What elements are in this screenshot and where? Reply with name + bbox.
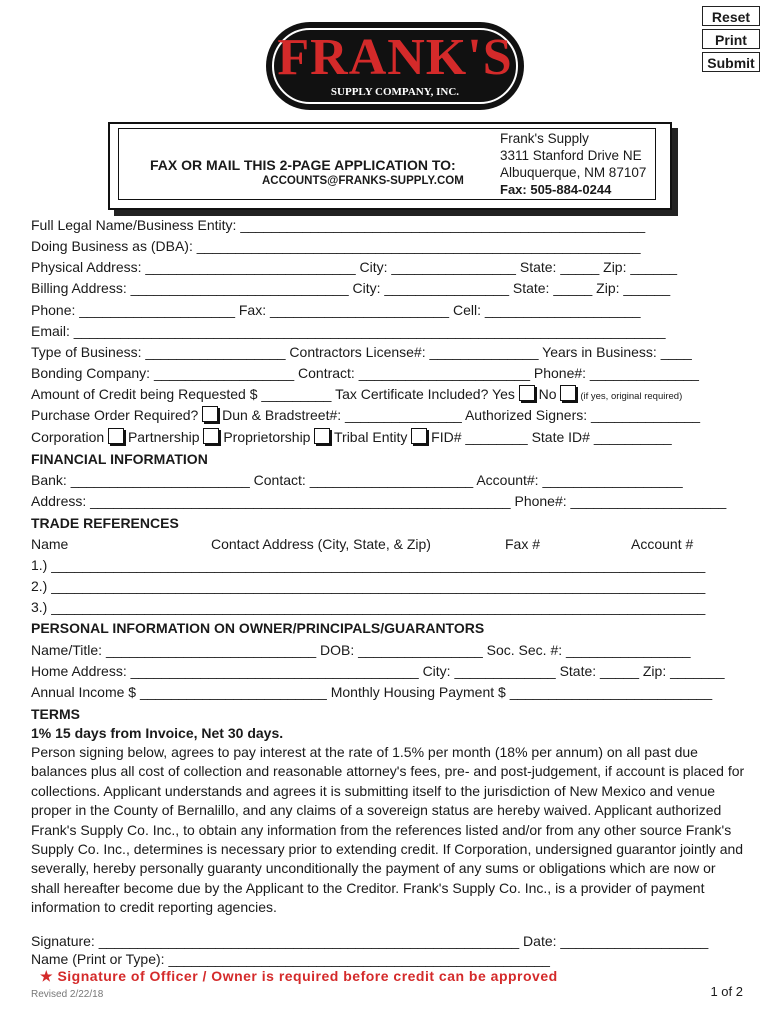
- signature-required-note: [40, 968, 558, 985]
- mailing-info-box: [108, 122, 672, 210]
- tribal-entity-label: Tribal Entity: [334, 429, 408, 445]
- personal-section-title: PERSONAL INFORMATION ON OWNER/PRINCIPALS/GUARANTORS: [31, 620, 485, 636]
- tax-no-checkbox[interactable]: [560, 385, 576, 401]
- accounts-email: ACCOUNTS@FRANKS-SUPPLY.COM: [262, 175, 464, 187]
- original-required-note: (if yes, original required): [580, 391, 683, 402]
- tax-yes-checkbox[interactable]: [519, 385, 535, 401]
- credit-amount-row: [31, 385, 682, 403]
- logo-subtitle: SUPPLY COMPANY, INC.: [330, 86, 460, 98]
- signature-note-text: Signature of Officer / Owner is required before credit can be approved: [57, 968, 558, 984]
- print-button[interactable]: Print: [702, 29, 760, 49]
- company-name: Frank's Supply: [500, 131, 589, 146]
- no-label: No: [538, 386, 557, 402]
- signature-field[interactable]: Signature: ______________________________________________________ Date: ___________________: [31, 933, 709, 949]
- business-type-field[interactable]: Type of Business: __________________ Contractors License#: ______________ Years in Business: ____: [31, 344, 692, 360]
- company-street: 3311 Stanford Drive NE: [500, 148, 642, 163]
- company-city: Albuquerque, NM 87107: [500, 165, 647, 180]
- proprietorship-label: Proprietorship: [223, 429, 311, 445]
- tribal-entity-checkbox[interactable]: [411, 428, 427, 444]
- owner-name-field[interactable]: Name/Title: ___________________________ DOB: ________________ Soc. Sec. #: ________________: [31, 642, 691, 658]
- po-row: [31, 406, 700, 424]
- revised-date: Revised 2/22/18: [31, 989, 104, 1000]
- logo-wordmark: FRANK'S: [277, 29, 513, 86]
- company-fax: Fax: 505-884-0244: [500, 182, 612, 197]
- terms-subtitle: 1% 15 days from Invoice, Net 30 days.: [31, 725, 284, 741]
- trade-col-name: Name: [31, 536, 69, 552]
- bank-field[interactable]: Bank: _______________________ Contact: _____________________ Account#: __________________: [31, 472, 683, 488]
- legal-name-field[interactable]: Full Legal Name/Business Entity: ____________________________________________________: [31, 217, 646, 233]
- trade-ref-2[interactable]: 2.) ____________________________________________________________________________________: [31, 578, 706, 594]
- home-address-field[interactable]: Home Address: _____________________________________ City: _____________ State: _____ Zip: _______: [31, 663, 725, 679]
- company-logo: [266, 22, 524, 110]
- partnership-label: Partnership: [127, 429, 200, 445]
- billing-address-field[interactable]: Billing Address: ____________________________ City: ________________ State: _____ Zip: ______: [31, 280, 671, 296]
- corporation-label: Corporation: [31, 429, 105, 445]
- print-name-field[interactable]: Name (Print or Type): _________________________________________________: [31, 951, 550, 967]
- star-icon: ★: [40, 968, 54, 984]
- dun-signers-field[interactable]: Dun & Bradstreet#: _______________ Authorized Signers: ______________: [222, 407, 701, 423]
- trade-col-contact: Contact Address (City, State, & Zip): [211, 536, 431, 552]
- trade-ref-1[interactable]: 1.) ____________________________________________________________________________________: [31, 557, 706, 573]
- bank-address-field[interactable]: Address: ______________________________________________________ Phone#: ____________________: [31, 493, 727, 509]
- physical-address-field[interactable]: Physical Address: ___________________________ City: ________________ State: _____ Zip: ______: [31, 259, 678, 275]
- phone-fax-cell-field[interactable]: Phone: ____________________ Fax: _______________________ Cell: ____________________: [31, 302, 641, 318]
- income-field[interactable]: Annual Income $ ________________________ Monthly Housing Payment $ __________________________: [31, 684, 713, 700]
- email-field[interactable]: Email: ____________________________________________________________________________: [31, 323, 666, 339]
- terms-body: Person signing below, agrees to pay interest at the rate of 1.5% per month (18% per annum) on all past due balances plus all cost of collection and reasonable attorney's fees, pre- and post-judgement, if account is placed for collections. Applicant understands and agrees it is submitting itself to the jurisdiction of New Mexico and venue proper in the County of Bernalillo, and any claims of a sovereign status are hereby waived. Applicant authorized Frank's Supply Co. Inc., to obtain any information from the references listed and/or from any other source Frank's Supply Co. Inc., determines is necessary prior to extending credit. If Corporation, undersigned guarantor jointly and severally, hereby personally guaranty unconditionally the payment of any sums or obligations which are now or shall hereafter become due by the Applicant to the Creditor. Frank's Supply Co. Inc., is a provider of payment information to credit reporting agencies.: [31, 744, 745, 916]
- entity-type-row: [31, 428, 672, 446]
- proprietorship-checkbox[interactable]: [314, 428, 330, 444]
- trade-section-title: TRADE REFERENCES: [31, 515, 179, 531]
- bonding-company-field[interactable]: Bonding Company: __________________ Contract: ______________________ Phone#: ______________: [31, 365, 699, 381]
- terms-title: TERMS: [31, 706, 80, 722]
- financial-section-title: FINANCIAL INFORMATION: [31, 451, 208, 467]
- po-required-checkbox[interactable]: [202, 406, 218, 422]
- credit-amount-field[interactable]: Amount of Credit being Requested $ _________ Tax Certificate Included? Yes: [31, 386, 515, 402]
- trade-ref-3[interactable]: 3.) ____________________________________________________________________________________: [31, 599, 706, 615]
- mail-instruction: FAX OR MAIL THIS 2-PAGE APPLICATION TO:: [150, 157, 456, 173]
- po-required-label: Purchase Order Required?: [31, 407, 199, 423]
- page-number: 1 of 2: [710, 984, 743, 999]
- corporation-checkbox[interactable]: [108, 428, 124, 444]
- submit-button[interactable]: Submit: [702, 52, 760, 72]
- trade-col-account: Account #: [631, 536, 694, 552]
- dba-field[interactable]: Doing Business as (DBA): _________________________________________________________: [31, 238, 641, 254]
- reset-button[interactable]: Reset: [702, 6, 760, 26]
- partnership-checkbox[interactable]: [203, 428, 219, 444]
- fid-stateid-field[interactable]: FID# ________ State ID# __________: [431, 429, 672, 445]
- trade-col-fax: Fax #: [505, 536, 541, 552]
